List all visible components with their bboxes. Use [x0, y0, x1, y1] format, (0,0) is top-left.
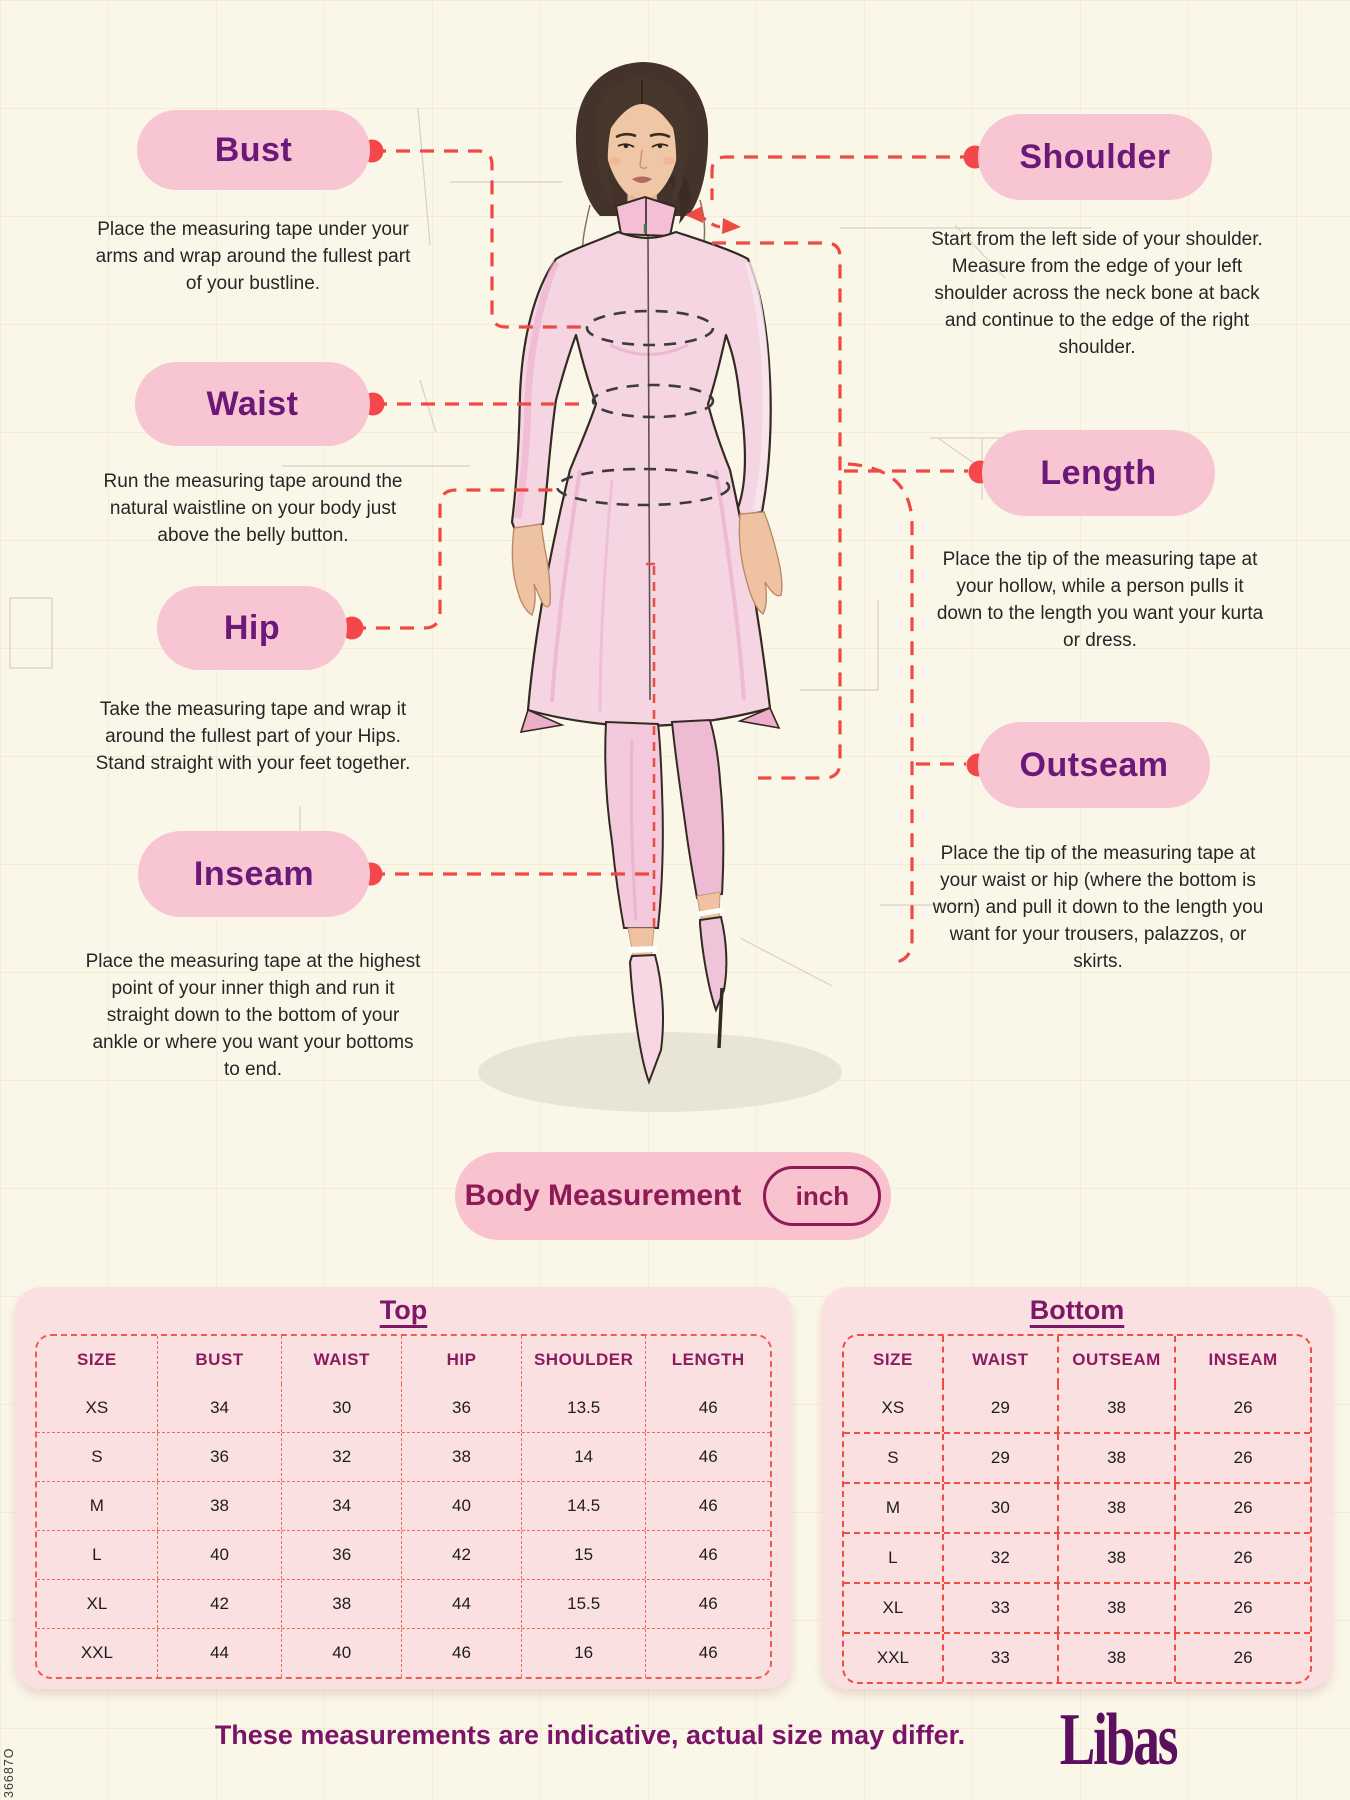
bust-description: Place the measuring tape under your arms and wrap around the fullest part of your bustline. [95, 219, 411, 294]
top-size-panel [15, 1287, 792, 1689]
outseam-label: Outseam [1019, 745, 1169, 784]
hip-label: Hip [223, 608, 281, 647]
footer-disclaimer: These measurements are indicative, actual size may differ. [214, 1720, 966, 1750]
table-row [37, 1628, 770, 1677]
table-cell: 40 [157, 1531, 282, 1579]
table-cell: 26 [1174, 1534, 1310, 1582]
table-row [37, 1432, 770, 1481]
table-cell: HIP [401, 1336, 521, 1384]
table-cell: 46 [401, 1629, 521, 1677]
table-cell: 38 [1057, 1634, 1174, 1682]
shoulder-arrow [685, 206, 741, 234]
table-row [844, 1432, 1310, 1482]
outseam-description: Place the tip of the measuring tape at your waist or hip (where the bottom is worn) and pull it down to the length you want for your trousers, palazzos, or skirts. [932, 843, 1264, 972]
table-cell: 38 [1057, 1534, 1174, 1582]
table-cell: 29 [942, 1384, 1057, 1432]
table-cell: XXL [80, 1643, 113, 1662]
side-reference-code: 36687O [2, 1747, 16, 1798]
table-cell: 44 [401, 1580, 521, 1628]
table-cell: M [885, 1498, 900, 1517]
table-cell: 26 [1174, 1384, 1310, 1432]
table-cell: 15.5 [521, 1580, 646, 1628]
table-cell: 46 [645, 1482, 770, 1530]
table-cell: 36 [401, 1384, 521, 1432]
table-cell: SIZE [76, 1350, 117, 1369]
table-row [844, 1632, 1310, 1682]
table-cell: 14 [521, 1433, 646, 1481]
table-row [844, 1482, 1310, 1532]
table-cell: 32 [281, 1433, 401, 1481]
table-cell: L [888, 1548, 898, 1567]
table-row [37, 1384, 770, 1432]
table-cell: 46 [645, 1629, 770, 1677]
table-cell: 26 [1174, 1434, 1310, 1482]
length-label: Length [1040, 453, 1157, 492]
waist-label: Waist [206, 384, 299, 423]
hip-label-pill [157, 586, 347, 670]
table-row [844, 1384, 1310, 1432]
libas-logo: Libas [1059, 1698, 1177, 1781]
inseam-description: Place the measuring tape at the highest point of your inner thigh and run it straight down to the bottom of your ankle or where you want your bottoms to end. [85, 951, 421, 1080]
bust-label-pill [137, 110, 370, 190]
table-cell: 38 [401, 1433, 521, 1481]
shoulder-label: Shoulder [1019, 137, 1171, 176]
table-cell: 38 [1057, 1384, 1174, 1432]
table-cell: WAIST [281, 1336, 401, 1384]
figure-illustration [478, 62, 842, 1112]
table-cell: 33 [942, 1634, 1057, 1682]
shoulder-label-pill [978, 114, 1212, 200]
bottom-table-title: Bottom [1029, 1295, 1125, 1325]
table-cell: XL [86, 1594, 108, 1613]
top-table-header-row [37, 1336, 770, 1384]
shoulder-description: Start from the left side of your shoulder. Measure from the edge of your left shoulder across the neck bone at back and continue to the edge of the right shoulder. [931, 229, 1263, 358]
table-cell: 33 [942, 1584, 1057, 1632]
length-label-pill [982, 430, 1215, 516]
waist-label-pill [135, 362, 370, 446]
table-cell: S [91, 1447, 103, 1466]
table-cell: 46 [645, 1433, 770, 1481]
table-cell: 46 [645, 1580, 770, 1628]
table-cell: 36 [157, 1433, 282, 1481]
table-cell: 32 [942, 1534, 1057, 1582]
table-cell: S [887, 1448, 899, 1467]
table-cell: 46 [645, 1384, 770, 1432]
table-cell: 40 [281, 1629, 401, 1677]
table-cell: 29 [942, 1434, 1057, 1482]
table-cell: 34 [281, 1482, 401, 1530]
table-cell: WAIST [942, 1336, 1057, 1384]
table-cell: 36 [281, 1531, 401, 1579]
table-cell: 42 [401, 1531, 521, 1579]
table-cell: XXL [876, 1648, 909, 1667]
table-cell: 13.5 [521, 1384, 646, 1432]
table-row [37, 1481, 770, 1530]
figure-kurta [512, 197, 779, 732]
bottom-table-body [844, 1384, 1310, 1682]
table-cell: LENGTH [645, 1336, 770, 1384]
table-cell: OUTSEAM [1057, 1336, 1174, 1384]
table-cell: 30 [942, 1484, 1057, 1532]
bottom-size-panel [822, 1287, 1332, 1689]
table-cell: 46 [645, 1531, 770, 1579]
outseam-label-pill [978, 722, 1210, 808]
bottom-size-table [842, 1334, 1312, 1684]
body-measurement-label: Body Measurement [464, 1179, 742, 1212]
table-cell: SHOULDER [521, 1336, 646, 1384]
inseam-label: Inseam [193, 854, 315, 893]
table-row [37, 1530, 770, 1579]
body-measurement-bar [455, 1152, 891, 1240]
table-cell: 34 [157, 1384, 282, 1432]
table-cell: 38 [1057, 1584, 1174, 1632]
table-cell: 40 [401, 1482, 521, 1530]
top-table-title: Top [379, 1295, 428, 1325]
top-table-body [37, 1384, 770, 1677]
table-cell: XS [881, 1398, 905, 1417]
inseam-label-pill [138, 831, 370, 917]
table-cell: 38 [1057, 1434, 1174, 1482]
table-row [37, 1579, 770, 1628]
table-cell: M [89, 1496, 104, 1515]
table-cell: 38 [1057, 1484, 1174, 1532]
table-cell: 30 [281, 1384, 401, 1432]
table-cell: BUST [157, 1336, 282, 1384]
unit-label: inch [795, 1180, 850, 1211]
table-cell: 44 [157, 1629, 282, 1677]
table-cell: L [92, 1545, 102, 1564]
length-description: Place the tip of the measuring tape at your hollow, while a person pulls it down to the length you want your kurta or dress. [936, 549, 1264, 651]
top-size-table [35, 1334, 772, 1679]
table-cell: 14.5 [521, 1482, 646, 1530]
table-cell: 26 [1174, 1634, 1310, 1682]
table-cell: 15 [521, 1531, 646, 1579]
table-cell: XS [85, 1398, 109, 1417]
shoulder-connector-line [712, 157, 974, 200]
table-cell: 42 [157, 1580, 282, 1628]
waist-description: Run the measuring tape around the natural waistline on your body just above the belly button. [103, 471, 403, 546]
bust-label: Bust [214, 130, 293, 169]
table-cell: 38 [281, 1580, 401, 1628]
table-row [844, 1532, 1310, 1582]
table-cell: SIZE [873, 1350, 913, 1369]
table-cell: 26 [1174, 1584, 1310, 1632]
table-row [844, 1582, 1310, 1632]
table-cell: 16 [521, 1629, 646, 1677]
table-cell: 38 [157, 1482, 282, 1530]
hip-description: Take the measuring tape and wrap it around the fullest part of your Hips. Stand straight with your feet together. [95, 699, 411, 774]
bottom-table-header-row [844, 1336, 1310, 1384]
table-cell: 26 [1174, 1484, 1310, 1532]
unit-toggle-inch[interactable] [763, 1166, 881, 1226]
table-cell: XL [882, 1598, 904, 1617]
table-cell: INSEAM [1174, 1336, 1310, 1384]
